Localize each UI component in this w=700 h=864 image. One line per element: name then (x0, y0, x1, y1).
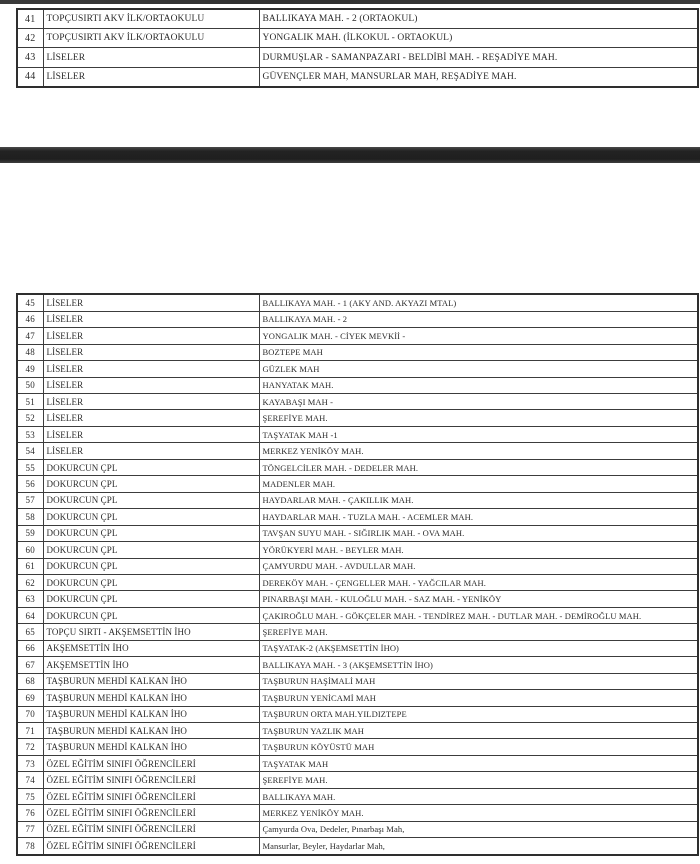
school-name-cell: LİSELER (43, 361, 259, 377)
table-row (17, 706, 698, 722)
table-row (17, 755, 698, 771)
table-row (17, 558, 698, 574)
school-name-cell: TAŞBURUN MEHDİ KALKAN İHO (43, 690, 259, 706)
neighborhood-cell: GÜZLEK MAH (259, 361, 698, 377)
neighborhood-cell: BOZTEPE MAH (259, 344, 698, 360)
row-number-cell: 71 (17, 723, 43, 739)
neighborhood-cell: Çamyurda Ova, Dedeler, Pınarbaşı Mah, (259, 821, 698, 837)
table-row (17, 377, 698, 393)
neighborhood-cell: BALLIKAYA MAH. - 2 (259, 311, 698, 327)
row-number-cell: 77 (17, 821, 43, 837)
table-row (17, 328, 698, 344)
school-name-cell: DOKURCUN ÇPL (43, 492, 259, 508)
row-number-cell: 47 (17, 328, 43, 344)
table-row (17, 657, 698, 673)
neighborhood-cell: TAŞBURUN KÖYÜSTÜ MAH (259, 739, 698, 755)
table-row (17, 67, 698, 87)
school-name-cell: TAŞBURUN MEHDİ KALKAN İHO (43, 706, 259, 722)
table-row (17, 772, 698, 788)
school-name-cell: ÖZEL EĞİTİM SINIFI ÖĞRENCİLERİ (43, 821, 259, 837)
row-number-cell: 54 (17, 443, 43, 459)
school-name-cell: TAŞBURUN MEHDİ KALKAN İHO (43, 739, 259, 755)
table-row (17, 294, 698, 311)
table-row (17, 311, 698, 327)
row-number-cell: 42 (17, 29, 43, 48)
school-name-cell: ÖZEL EĞİTİM SINIFI ÖĞRENCİLERİ (43, 838, 259, 855)
table-row (17, 476, 698, 492)
neighborhood-cell: YONGALIK MAH. - CİYEK MEVKİİ - (259, 328, 698, 344)
neighborhood-cell: TAŞBURUN HAŞİMALİ MAH (259, 673, 698, 689)
row-number-cell: 66 (17, 640, 43, 656)
neighborhood-cell: TÖNGELCİLER MAH. - DEDELER MAH. (259, 459, 698, 475)
row-number-cell: 76 (17, 805, 43, 821)
table-row (17, 48, 698, 67)
school-name-cell: DOKURCUN ÇPL (43, 509, 259, 525)
row-number-cell: 69 (17, 690, 43, 706)
table-row (17, 459, 698, 475)
neighborhood-cell: TAŞYATAK MAH -1 (259, 426, 698, 442)
neighborhood-cell: ŞEREFİYE MAH. (259, 772, 698, 788)
neighborhood-cell: GÜVENÇLER MAH, MANSURLAR MAH, REŞADİYE MAH. (259, 67, 698, 87)
table-row (17, 344, 698, 360)
school-name-cell: TOPÇUSIRTI AKV İLK/ORTAOKULU (43, 9, 259, 29)
table-row (17, 443, 698, 459)
row-number-cell: 46 (17, 311, 43, 327)
table-row (17, 821, 698, 837)
school-name-cell: DOKURCUN ÇPL (43, 459, 259, 475)
school-name-cell: TOPÇUSIRTI AKV İLK/ORTAOKULU (43, 29, 259, 48)
neighborhood-cell: YÖRÜKYERİ MAH. - BEYLER MAH. (259, 542, 698, 558)
row-number-cell: 57 (17, 492, 43, 508)
table-row (17, 542, 698, 558)
school-name-cell: ÖZEL EĞİTİM SINIFI ÖĞRENCİLERİ (43, 772, 259, 788)
neighborhood-cell: MADENLER MAH. (259, 476, 698, 492)
row-number-cell: 53 (17, 426, 43, 442)
neighborhood-cell: ÇAKIROĞLU MAH. - GÖKÇELER MAH. - TENDİREZ MAH. - DUTLAR MAH. - DEMİROĞLU MAH. (259, 607, 698, 623)
neighborhood-cell: KAYABAŞI MAH - (259, 393, 698, 409)
row-number-cell: 52 (17, 410, 43, 426)
school-name-cell: LİSELER (43, 48, 259, 67)
neighborhood-cell: MERKEZ YENİKÖY MAH. (259, 805, 698, 821)
school-name-cell: LİSELER (43, 328, 259, 344)
row-number-cell: 65 (17, 624, 43, 640)
table-row (17, 673, 698, 689)
school-name-cell: DOKURCUN ÇPL (43, 542, 259, 558)
school-name-cell: AKŞEMSETTİN İHO (43, 657, 259, 673)
neighborhood-cell: BALLIKAYA MAH. - 1 (AKY AND. AKYAZI MTAL) (259, 294, 698, 311)
neighborhood-cell: Mansurlar, Beyler, Haydarlar Mah, (259, 838, 698, 855)
page-top-cutoff-bar (0, 0, 700, 4)
table-row (17, 607, 698, 623)
neighborhood-cell: TAŞBURUN YENİCAMİ MAH (259, 690, 698, 706)
table-body (17, 9, 698, 87)
row-number-cell: 64 (17, 607, 43, 623)
row-number-cell: 55 (17, 459, 43, 475)
table-row (17, 788, 698, 804)
school-name-cell: TAŞBURUN MEHDİ KALKAN İHO (43, 723, 259, 739)
table-row (17, 591, 698, 607)
school-name-cell: DOKURCUN ÇPL (43, 525, 259, 541)
neighborhood-cell: HANYATAK MAH. (259, 377, 698, 393)
school-name-cell: LİSELER (43, 67, 259, 87)
table-row (17, 574, 698, 590)
table-row (17, 393, 698, 409)
school-name-cell: DOKURCUN ÇPL (43, 591, 259, 607)
neighborhood-cell: BALLIKAYA MAH. - 2 (ORTAOKUL) (259, 9, 698, 29)
table-row (17, 9, 698, 29)
row-number-cell: 43 (17, 48, 43, 67)
table-row (17, 739, 698, 755)
school-name-cell: DOKURCUN ÇPL (43, 476, 259, 492)
neighborhood-cell: PINARBAŞI MAH. - KULOĞLU MAH. - SAZ MAH. - YENİKÖY (259, 591, 698, 607)
school-assignment-table-rows-41-44 (16, 8, 699, 88)
neighborhood-cell: MERKEZ YENİKÖY MAH. (259, 443, 698, 459)
neighborhood-cell: ŞEREFİYE MAH. (259, 624, 698, 640)
row-number-cell: 56 (17, 476, 43, 492)
table-row (17, 426, 698, 442)
school-assignment-table-rows-45-78 (16, 293, 699, 856)
table-row (17, 525, 698, 541)
row-number-cell: 51 (17, 393, 43, 409)
neighborhood-cell: TAŞYATAK MAH (259, 755, 698, 771)
school-name-cell: ÖZEL EĞİTİM SINIFI ÖĞRENCİLERİ (43, 788, 259, 804)
school-name-cell: LİSELER (43, 410, 259, 426)
school-name-cell: LİSELER (43, 426, 259, 442)
row-number-cell: 50 (17, 377, 43, 393)
row-number-cell: 78 (17, 838, 43, 855)
school-name-cell: DOKURCUN ÇPL (43, 558, 259, 574)
school-name-cell: LİSELER (43, 443, 259, 459)
table-row (17, 640, 698, 656)
row-number-cell: 63 (17, 591, 43, 607)
row-number-cell: 48 (17, 344, 43, 360)
school-name-cell: DOKURCUN ÇPL (43, 607, 259, 623)
neighborhood-cell: TAŞBURUN YAZLIK MAH (259, 723, 698, 739)
row-number-cell: 75 (17, 788, 43, 804)
neighborhood-cell: TAŞBURUN ORTA MAH.YILDIZTEPE (259, 706, 698, 722)
neighborhood-cell: DURMUŞLAR - SAMANPAZARI - BELDİBİ MAH. - REŞADİYE MAH. (259, 48, 698, 67)
table-row (17, 624, 698, 640)
section-divider-bar (0, 147, 700, 163)
row-number-cell: 61 (17, 558, 43, 574)
neighborhood-cell: DEREKÖY MAH. - ÇENGELLER MAH. - YAĞCILAR MAH. (259, 574, 698, 590)
school-name-cell: TAŞBURUN MEHDİ KALKAN İHO (43, 673, 259, 689)
row-number-cell: 45 (17, 294, 43, 311)
school-name-cell: LİSELER (43, 393, 259, 409)
neighborhood-cell: BALLIKAYA MAH. - 3 (AKŞEMSETTİN İHO) (259, 657, 698, 673)
school-name-cell: LİSELER (43, 377, 259, 393)
neighborhood-cell: HAYDARLAR MAH. - ÇAKILLIK MAH. (259, 492, 698, 508)
row-number-cell: 44 (17, 67, 43, 87)
table-row (17, 361, 698, 377)
table-row (17, 29, 698, 48)
neighborhood-cell: BALLIKAYA MAH. (259, 788, 698, 804)
school-name-cell: ÖZEL EĞİTİM SINIFI ÖĞRENCİLERİ (43, 805, 259, 821)
school-name-cell: LİSELER (43, 311, 259, 327)
table-row (17, 723, 698, 739)
row-number-cell: 74 (17, 772, 43, 788)
school-name-cell: TOPÇU SIRTI - AKŞEMSETTİN İHO (43, 624, 259, 640)
neighborhood-cell: YONGALIK MAH. (İLKOKUL - ORTAOKUL) (259, 29, 698, 48)
neighborhood-cell: TAŞYATAK-2 (AKŞEMSETTİN İHO) (259, 640, 698, 656)
neighborhood-cell: TAVŞAN SUYU MAH. - SIĞIRLIK MAH. - OVA MAH. (259, 525, 698, 541)
row-number-cell: 58 (17, 509, 43, 525)
table-row (17, 509, 698, 525)
row-number-cell: 62 (17, 574, 43, 590)
table-row (17, 690, 698, 706)
row-number-cell: 59 (17, 525, 43, 541)
neighborhood-cell: ŞEREFİYE MAH. (259, 410, 698, 426)
school-name-cell: LİSELER (43, 294, 259, 311)
row-number-cell: 49 (17, 361, 43, 377)
table-row (17, 492, 698, 508)
table-row (17, 410, 698, 426)
neighborhood-cell: HAYDARLAR MAH. - TUZLA MAH. - ACEMLER MAH. (259, 509, 698, 525)
school-name-cell: DOKURCUN ÇPL (43, 574, 259, 590)
row-number-cell: 70 (17, 706, 43, 722)
row-number-cell: 68 (17, 673, 43, 689)
row-number-cell: 41 (17, 9, 43, 29)
school-name-cell: ÖZEL EĞİTİM SINIFI ÖĞRENCİLERİ (43, 755, 259, 771)
table-body (17, 294, 698, 855)
row-number-cell: 67 (17, 657, 43, 673)
neighborhood-cell: ÇAMYURDU MAH. - AVDULLAR MAH. (259, 558, 698, 574)
school-name-cell: AKŞEMSETTİN İHO (43, 640, 259, 656)
row-number-cell: 72 (17, 739, 43, 755)
row-number-cell: 73 (17, 755, 43, 771)
table-row (17, 838, 698, 855)
table-row (17, 805, 698, 821)
row-number-cell: 60 (17, 542, 43, 558)
school-name-cell: LİSELER (43, 344, 259, 360)
